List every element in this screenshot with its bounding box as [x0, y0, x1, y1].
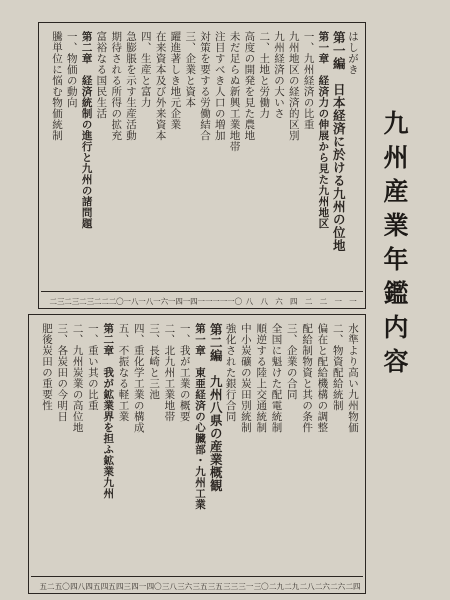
page-number: 四八 [70, 582, 86, 591]
contents-entry: 一、我が工業の概要 [178, 323, 191, 422]
contents-entry: はしがき [347, 31, 359, 75]
contents-entry: 高度の開発を見た農地 [243, 31, 256, 141]
contents-panel-top [38, 22, 366, 309]
page-number: 二九 [269, 582, 284, 591]
page-number: 二六 [314, 582, 330, 591]
contents-entry: 在来資本及び外来資本 [154, 31, 167, 141]
page-number: 一四 [167, 297, 183, 306]
page-number: 八 [260, 297, 268, 306]
page-number: 二三 [79, 297, 95, 306]
page-number: 六 [275, 297, 283, 306]
contents-entry: 躍進著しき地元企業 [169, 31, 182, 130]
contents-entry: 全国に魁けた配電統制 [270, 323, 283, 433]
page-number: 二三 [49, 297, 65, 306]
page-number: 八 [245, 297, 254, 306]
contents-entry: 中小炭礦の炭田別統制 [239, 323, 252, 433]
contents-entry: 四、生産と富力 [139, 31, 152, 108]
page-number: 一一 [197, 297, 213, 306]
page-number: 三三 [223, 582, 239, 591]
page-number: 四 [290, 297, 298, 306]
section-heading: 第一編 日本経済に於ける九州の位地 [331, 31, 347, 252]
section-heading: 第二編 九州八県の産業概観 [208, 323, 224, 492]
page-number: 四五 [85, 582, 101, 591]
contents-entry: 三、企業と資本 [184, 31, 197, 108]
contents-entry: 五、不振なる軽工業 [117, 323, 130, 422]
page-number: 二六 [330, 582, 346, 591]
section-heading: 第一章 経済力の伸展から見た九州地区 [317, 31, 330, 229]
contents-entry: 四、重化学工業の構成 [132, 323, 145, 433]
page-number: 四〇 [146, 582, 162, 591]
page-number: 一六 [153, 297, 169, 306]
contents-entry: 配給制物資と其の条件 [301, 323, 314, 433]
page-number: 二九 [284, 582, 300, 591]
section-heading: 第一章 東亜経済の心臓部・九州工業 [194, 323, 206, 510]
page-number: 五〇 [54, 582, 70, 591]
page-number: 三六 [177, 582, 193, 591]
contents-entry: 水準より高い九州物価 [347, 323, 359, 433]
page-number: 一〇 [227, 297, 243, 306]
page-number: 一 [349, 297, 357, 306]
section-heading: 第二章 経済統制の進行と九州の諸問題 [80, 31, 93, 229]
contents-entry: 順逆する陸上交通統制 [255, 323, 268, 433]
section-heading: 第二章 我が鉱業界を担ふ鉱業九州 [102, 323, 115, 499]
contents-entry: 急膨脹を示す生産活動 [125, 31, 137, 141]
page-number: 一四 [182, 297, 198, 306]
page-number: 四三 [116, 582, 131, 591]
contents-entry: 一、九州経済の比重 [302, 31, 315, 130]
page-number: 一八 [138, 297, 154, 306]
page-number: 二 [319, 297, 328, 306]
page-number: 一一 [212, 297, 228, 306]
contents-entry: 二、九州炭業の高位地 [71, 323, 84, 433]
contents-entry: 富裕なる国民生活 [95, 31, 108, 119]
contents-entry: 対策を要する労働結合 [199, 31, 211, 141]
contents-entry: 三、企業の合同 [285, 323, 298, 400]
contents-entry: 騰単位に悩む物価統制 [51, 31, 63, 141]
page-number: 三一 [238, 582, 254, 591]
contents-entry: 九州経済の大いさ [273, 31, 285, 119]
contents-entry: 二、北九州工業地帯 [163, 323, 176, 422]
page-number: 三〇 [253, 582, 269, 591]
page-number: 二三 [64, 297, 80, 306]
page-number: 五二 [39, 582, 55, 591]
contents-entry: 二、土地と労働力 [258, 31, 271, 119]
page-number: 二八 [299, 582, 315, 591]
contents-entry: 二、物資配給統制 [331, 323, 344, 411]
contents-entry: 注目すべき人口の増加 [213, 31, 226, 141]
contents-entry: 強化された銀行合同 [224, 323, 237, 422]
page-number: 三八 [161, 582, 177, 591]
page-number: 三五 [192, 582, 208, 591]
page-number: 二二 [93, 297, 109, 306]
contents-entry: 一、重い其の比重 [86, 323, 99, 411]
contents-panel-bottom [28, 314, 366, 594]
page-number: 二 [304, 297, 313, 306]
contents-entry: 期待される所得の拡充 [110, 31, 123, 141]
contents-entry: 偏在と配給機構の調整 [316, 323, 329, 433]
document-title: 九州産業年鑑内容 [380, 110, 409, 382]
page-number-rule [31, 576, 363, 577]
page-number: 四五 [100, 582, 116, 591]
page-number: 二四 [345, 582, 361, 591]
page-number-rule [41, 291, 363, 292]
page-number: 一 [334, 297, 342, 306]
contents-entry: 一、物価の動向 [65, 31, 78, 108]
page-number: 二〇 [108, 297, 124, 306]
contents-entry: 三、各炭田の今明日 [56, 323, 69, 422]
page-number: 一八 [123, 297, 139, 306]
contents-entry: 九州地区の経済的区別 [287, 31, 300, 141]
page-number: 三五 [207, 582, 223, 591]
contents-entry: 三、長崎と三池 [148, 323, 161, 400]
contents-entry: 肥後炭田の重要性 [41, 323, 53, 411]
page-number: 四一 [131, 582, 147, 591]
contents-entry: 未だ足らぬ新興工業地帯 [228, 31, 241, 152]
